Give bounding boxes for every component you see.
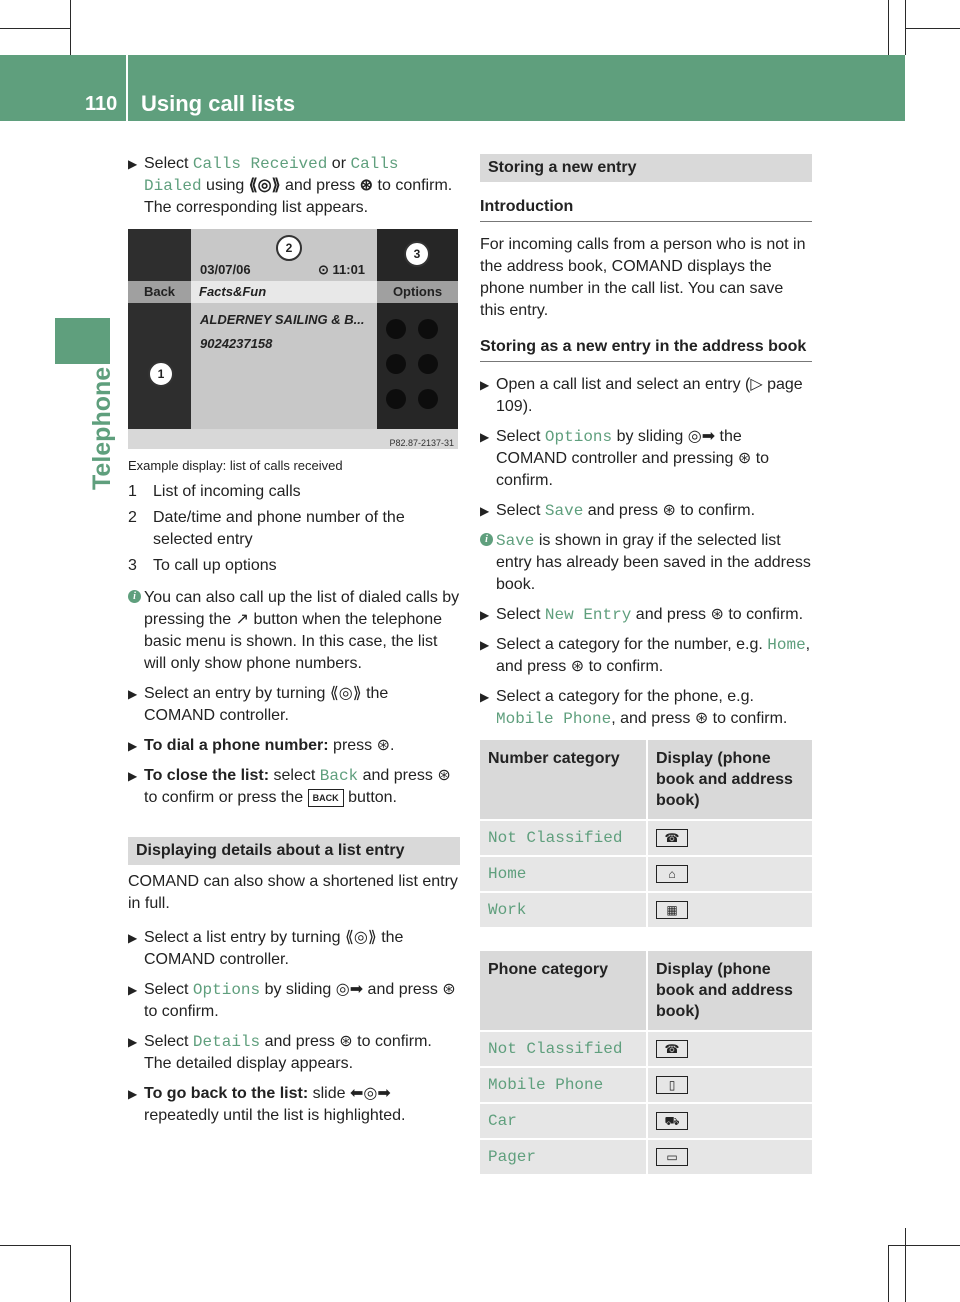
keypad-button	[386, 319, 406, 339]
mobile-phone-icon: ▯	[656, 1076, 688, 1094]
ui-save: Save	[544, 502, 584, 520]
step: ▶ Select Options by sliding ◎➡ the COMAND controller and pressing ⊛ to confirm.	[480, 428, 770, 489]
ui-mobile-phone: Mobile Phone	[496, 710, 612, 728]
table-row	[480, 821, 812, 855]
step: ▶ Select a list entry by turning ⟪◎⟫ the COMAND controller.	[128, 929, 404, 968]
step-select-entry: ▶ Select an entry by turning ⟪◎⟫ the COMAND controller.	[128, 685, 389, 724]
display-time: ⊙ 11:01	[318, 262, 366, 277]
table-header: Number category	[480, 740, 648, 819]
left-control-panel	[128, 229, 191, 429]
step-arrow-icon: ▶	[480, 608, 490, 622]
page-header	[0, 55, 905, 121]
step: ▶ Select Details and press ⊛ to confirm. The detailed display appears.	[128, 1033, 432, 1072]
section-heading-storing: Storing a new entry	[480, 154, 812, 182]
ui-options: Options	[544, 428, 613, 446]
ui-home: Home	[767, 636, 806, 654]
category-label: Home	[488, 865, 527, 883]
keypad-button	[418, 354, 438, 374]
ui-back: Back	[319, 767, 359, 785]
info-note: i You can also call up the list of dialed calls by pressing the ↗ button when the telephone basic menu is shown. In this case, the list will only show phone numbers.	[128, 587, 460, 675]
category-label: Work	[488, 901, 527, 919]
legend-item: 2 Date/time and phone number of the selected entry	[128, 509, 405, 548]
category-label: Pager	[488, 1148, 537, 1166]
display-entry-number: 9024237158	[200, 336, 273, 351]
step-arrow-icon: ▶	[480, 378, 490, 392]
step-arrow-icon: ▶	[128, 1087, 138, 1101]
step-close-list: ▶ To close the list: select Back and press ⊛ to confirm or press the BACK button.	[128, 767, 451, 806]
phone-category-table	[480, 949, 812, 1176]
info-icon: i	[128, 590, 141, 603]
phone-icon: ☎	[656, 1040, 688, 1058]
category-label: Not Classified	[488, 1040, 623, 1058]
step: ▶ Select Save and press ⊛ to confirm.	[480, 502, 756, 520]
step: ▶ Select a category for the phone, e.g. Mobile Phone, and press ⊛ to confirm.	[480, 688, 788, 728]
step-select-list: ▶ Select Calls Received or Calls Dialed using ⟪◎⟫ and press ⊛ to confirm. The corresponding list appears.	[128, 155, 453, 216]
phone-icon: ☎	[656, 829, 688, 847]
keypad-button	[386, 389, 406, 409]
table-header: Phone category	[480, 951, 648, 1030]
step-arrow-icon: ▶	[480, 638, 490, 652]
table-row	[480, 1104, 812, 1138]
table-header: Display (phone book and address book)	[648, 740, 812, 819]
crop-mark	[888, 1245, 889, 1302]
table-header: Display (phone book and address book)	[648, 951, 812, 1030]
callout-2: 2	[276, 235, 302, 261]
chapter-label: Telephone	[88, 366, 116, 490]
step-arrow-icon: ▶	[480, 430, 490, 444]
step-arrow-icon: ▶	[128, 687, 138, 701]
table-header-row	[480, 951, 812, 1030]
ui-details: Details	[192, 1033, 261, 1051]
step: ▶ Select Options by sliding ◎➡ and press ⊛ to confirm.	[128, 981, 456, 1020]
step-arrow-icon: ▶	[128, 983, 138, 997]
step-arrow-icon: ▶	[128, 931, 138, 945]
step: ▶ Select New Entry and press ⊛ to confirm.	[480, 606, 804, 624]
subheading-introduction: Introduction	[480, 196, 812, 222]
crop-mark	[0, 1245, 70, 1246]
table-row	[480, 1068, 812, 1102]
step: ▶ To go back to the list: slide ⬅◎➡ repeatedly until the list is highlighted.	[128, 1085, 406, 1124]
display-options-button: Options	[377, 281, 458, 303]
display-back-button: Back	[128, 281, 191, 303]
chapter-tab	[55, 318, 110, 364]
keypad-button	[418, 389, 438, 409]
step-arrow-icon: ▶	[128, 739, 138, 753]
callout-3: 3	[404, 241, 430, 267]
info-note: i Save is shown in gray if the selected list entry has already been saved in the address book.	[480, 530, 812, 596]
crop-mark	[0, 28, 70, 29]
paragraph: COMAND can also show a shortened list entry in full.	[128, 873, 458, 912]
step-arrow-icon: ▶	[480, 690, 490, 704]
table-row	[480, 1140, 812, 1174]
table-row	[480, 893, 812, 927]
ui-calls-dialed: Calls Dialed	[144, 155, 399, 195]
car-icon: ⛟	[656, 1112, 688, 1130]
figure-caption: Example display: list of calls received	[128, 458, 343, 473]
legend-item: 3 To call up options	[128, 557, 277, 574]
crop-mark	[888, 1245, 960, 1246]
step-arrow-icon: ▶	[480, 504, 490, 518]
section-heading-details: Displaying details about a list entry	[128, 837, 460, 865]
work-icon: ▦	[656, 901, 688, 919]
display-entry-detail: ALDERNEY SAILING & B...	[200, 312, 365, 327]
ui-save: Save	[496, 532, 535, 550]
table-row	[480, 857, 812, 891]
step-arrow-icon: ▶	[128, 157, 138, 171]
display-entry-name: Facts&Fun	[191, 281, 377, 303]
step-arrow-icon: ▶	[128, 1035, 138, 1049]
back-key-icon: BACK	[308, 789, 344, 807]
example-display-image	[128, 229, 458, 449]
crop-mark	[70, 0, 71, 55]
display-date: 03/07/06	[200, 262, 251, 277]
callout-1: 1	[148, 361, 174, 387]
page-title: Using call lists	[141, 91, 296, 116]
legend-item: 1 List of incoming calls	[128, 483, 301, 500]
table-header-row	[480, 740, 812, 819]
controller-press-icon: ⊛	[359, 177, 374, 194]
page-number: 110	[85, 93, 118, 115]
crop-mark	[905, 28, 960, 29]
category-label: Mobile Phone	[488, 1076, 604, 1094]
controller-turn-icon: ⟪◎⟫	[248, 177, 281, 194]
left-column	[128, 153, 460, 1135]
category-label: Car	[488, 1112, 517, 1130]
crop-mark	[888, 0, 889, 55]
step-dial: ▶ To dial a phone number: press ⊛.	[128, 735, 460, 757]
subheading-store-address-book: Storing as a new entry in the address book	[480, 336, 812, 362]
image-code: P82.87-2137-31	[389, 438, 454, 448]
right-column	[480, 154, 812, 1176]
ui-calls-received: Calls Received	[192, 155, 328, 173]
ui-new-entry: New Entry	[544, 606, 632, 624]
table-row	[480, 1032, 812, 1066]
number-category-table	[480, 738, 812, 929]
pager-icon: ▭	[656, 1148, 688, 1166]
category-label: Not Classified	[488, 829, 623, 847]
crop-mark	[70, 1245, 71, 1302]
step: ▶ Select a category for the number, e.g. Home, and press ⊛ to confirm.	[480, 636, 811, 675]
header-divider	[126, 55, 128, 121]
step-arrow-icon: ▶	[128, 769, 138, 783]
ui-options: Options	[192, 981, 261, 999]
paragraph: For incoming calls from a person who is not in the address book, COMAND displays the phone number in the call list. You can save this entry.	[480, 236, 806, 319]
crop-mark	[905, 1228, 906, 1302]
home-icon: ⌂	[656, 865, 688, 883]
keypad-button	[386, 354, 406, 374]
keypad-button	[418, 319, 438, 339]
step: ▶ Open a call list and select an entry (▷ page 109).	[480, 376, 803, 415]
info-icon: i	[480, 533, 493, 546]
